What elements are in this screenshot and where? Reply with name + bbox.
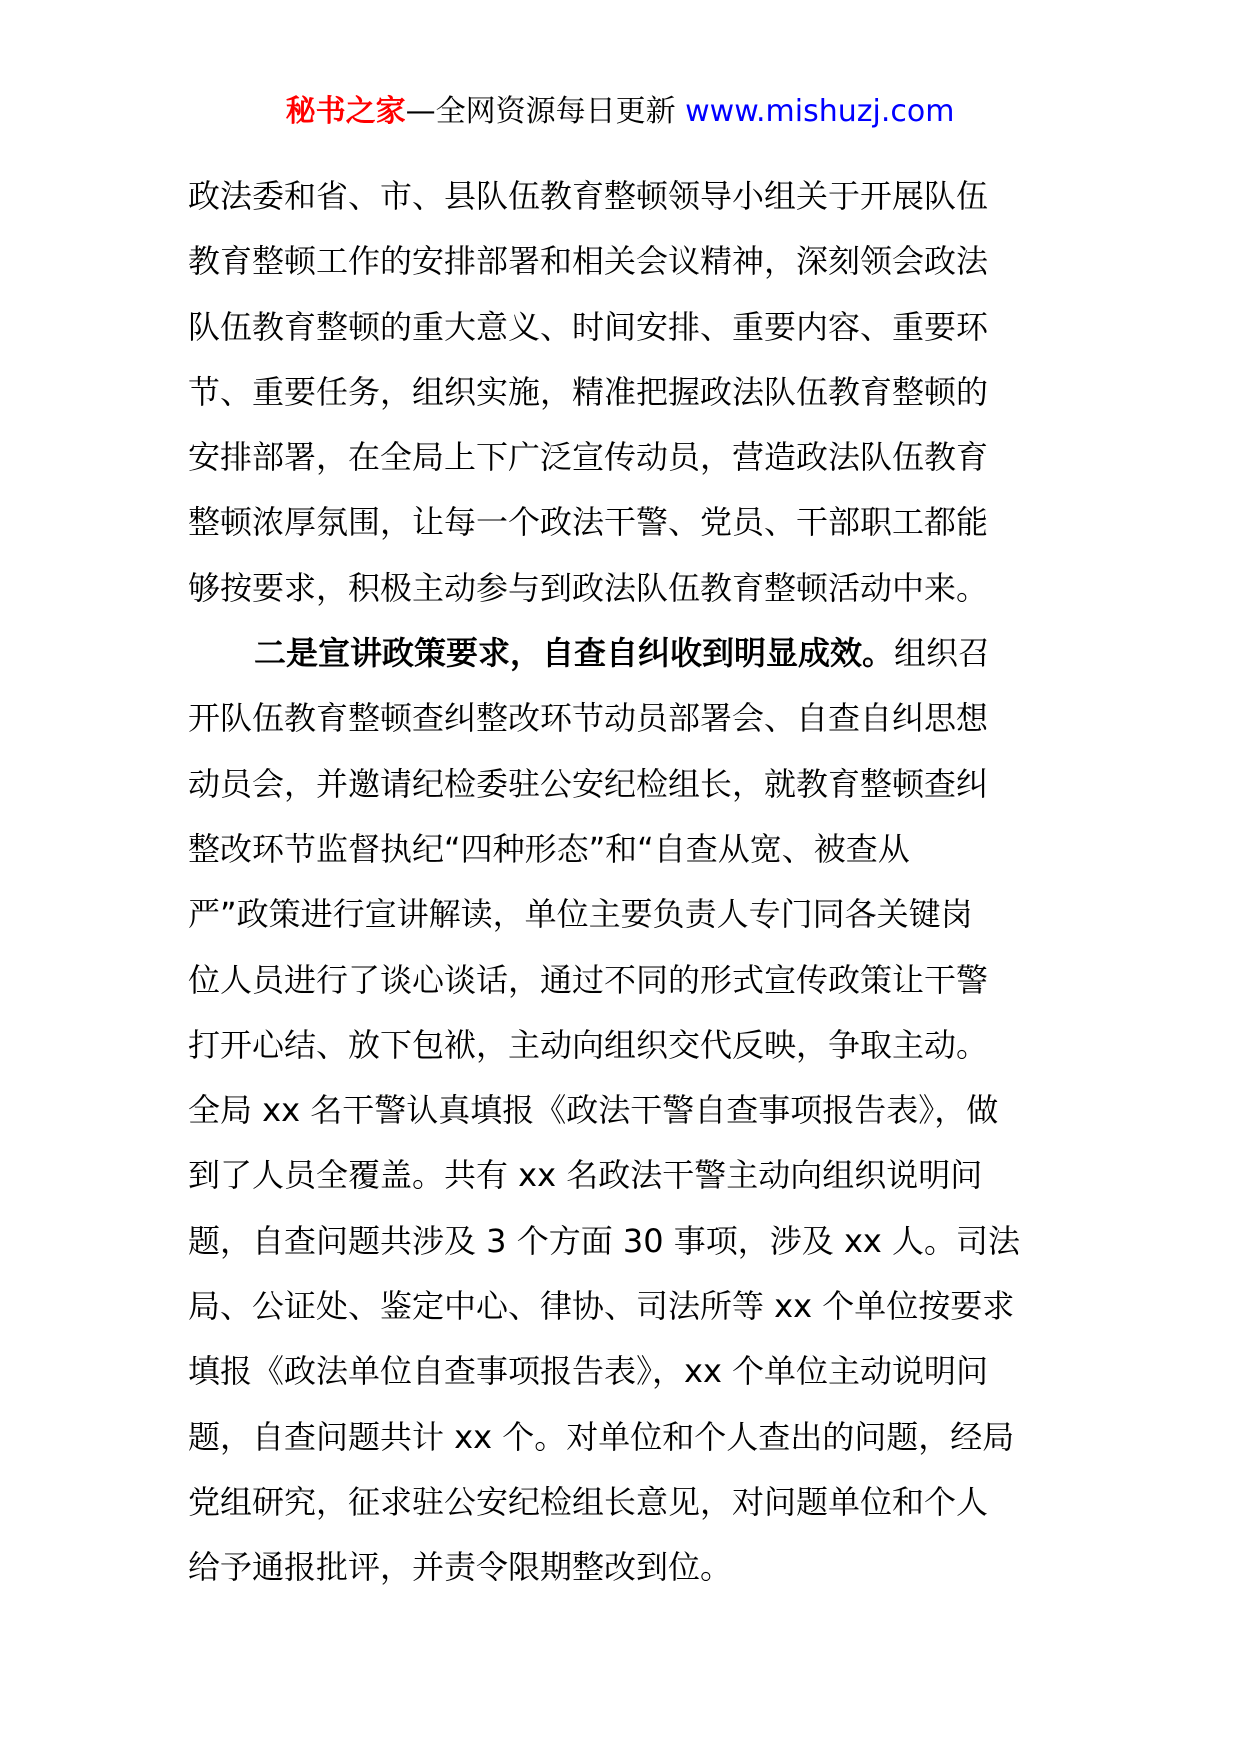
text-line: 到了人员全覆盖。共有 xx 名政法干警主动向组织说明问: [188, 1156, 983, 1195]
site-brand: 秘书之家: [285, 94, 406, 129]
text-line: 节、重要任务，组织实施，精准把握政法队伍教育整顿的: [188, 372, 989, 411]
text-line: 填报《政法单位自查事项报告表》，xx 个单位主动说明问: [188, 1352, 989, 1391]
section-heading: 二是宣讲政策要求，自查自纠收到明显成效。: [254, 634, 895, 673]
text-line: 全局 xx 名干警认真填报《政法干警自查事项报告表》，做: [188, 1091, 999, 1130]
section-heading-tail: 组织召: [894, 634, 991, 673]
site-url-link[interactable]: www.mishuzj.com: [685, 94, 955, 129]
section-heading-line: [188, 621, 1068, 686]
text-line: 教育整顿工作的安排部署和相关会议精神，深刻领会政法: [188, 242, 989, 281]
text-line: 够按要求，积极主动参与到政法队伍教育整顿活动中来。: [188, 568, 989, 607]
text-line: 给予通报批评，并责令限期整改到位。: [188, 1548, 733, 1587]
text-line: 整改环节监督执纪“四种形态”和“自查从宽、被查从: [188, 829, 910, 868]
text-line: 局、公证处、鉴定中心、律协、司法所等 xx 个单位按要求: [188, 1287, 1015, 1326]
text-line: 题，自查问题共计 xx 个。对单位和个人查出的问题，经局: [188, 1417, 1015, 1456]
text-line: 动员会，并邀请纪检委驻公安纪检组长，就教育整顿查纠: [188, 764, 989, 803]
text-line: 题，自查问题共涉及 3 个方面 30 事项，涉及 xx 人。司法: [188, 1221, 1020, 1260]
text-line: 开队伍教育整顿查纠整改环节动员部署会、自查自纠思想: [188, 699, 989, 738]
text-line: 位人员进行了谈心谈话，通过不同的形式宣传政策让干警: [188, 960, 989, 999]
text-line: 党组研究，征求驻公安纪检组长意见，对问题单位和个人: [188, 1482, 989, 1521]
text-line: 整顿浓厚氛围，让每一个政法干警、党员、干部职工都能: [188, 503, 989, 542]
site-tagline: —全网资源每日更新: [405, 94, 676, 129]
text-line: 严”政策进行宣讲解读，单位主要负责人专门同各关键岗: [188, 895, 973, 934]
site-header: [0, 92, 1240, 132]
text-line: 队伍教育整顿的重大意义、时间安排、重要内容、重要环: [188, 307, 989, 346]
text-line: 安排部署，在全局上下广泛宣传动员，营造政法队伍教育: [188, 438, 989, 477]
document-body: [188, 164, 1068, 1601]
text-line: 政法委和省、市、县队伍教育整顿领导小组关于开展队伍: [188, 177, 989, 215]
text-line: 打开心结、放下包袱，主动向组织交代反映，争取主动。: [188, 1025, 989, 1064]
